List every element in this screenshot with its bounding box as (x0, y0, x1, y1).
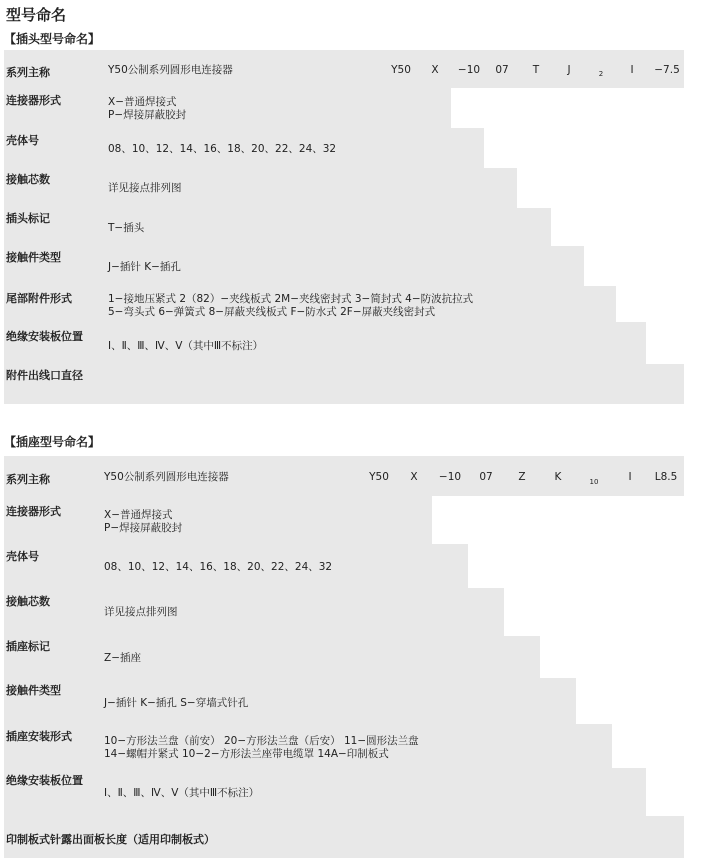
plug-label-accessory: 尾部附件形式 (6, 292, 72, 305)
socket-code-contacts: 07 (479, 471, 493, 483)
plug-code-mark: T (532, 64, 540, 76)
plug-text-form-1: X−普通焊接式 (108, 96, 177, 108)
socket-row-bar (4, 768, 646, 816)
plug-code-diameter: −7.5 (654, 64, 680, 76)
plug-row-bar (4, 208, 551, 246)
socket-text-series: Y50公制系列圆形电连接器 (104, 471, 229, 483)
socket-code-shell: −10 (438, 471, 462, 483)
plug-text-mark: T−插头 (108, 222, 145, 234)
socket-row-bar (4, 588, 504, 636)
socket-code-form: X (410, 471, 418, 483)
socket-label-series: 系列主称 (6, 473, 50, 486)
socket-text-form-2: P−焊接屏蔽胶封 (104, 522, 183, 534)
socket-code-series: Y50 (369, 471, 389, 483)
plug-label-contact-type: 接触件类型 (6, 251, 61, 264)
plug-text-form-2: P−焊接屏蔽胶封 (108, 109, 187, 121)
plug-code-series: Y50 (391, 64, 411, 76)
plug-label-mark: 插头标记 (6, 212, 50, 225)
socket-text-position: Ⅰ、Ⅱ、Ⅲ、Ⅳ、Ⅴ（其中Ⅲ不标注） (104, 787, 260, 799)
socket-label-form: 连接器形式 (6, 505, 61, 518)
socket-row-bar (4, 678, 576, 724)
socket-label-contacts: 接触芯数 (6, 595, 50, 608)
plug-label-position: 绝缘安装板位置 (6, 330, 83, 343)
plug-code-position: I (630, 64, 634, 76)
plug-text-contact-type: J−插针 K−插孔 (108, 261, 181, 273)
socket-label-mark: 插座标记 (6, 640, 50, 653)
plug-row-bar (4, 322, 646, 364)
socket-label-contact-type: 接触件类型 (6, 684, 61, 697)
plug-heading: 【插头型号命名】 (4, 32, 101, 46)
socket-text-shell: 08、10、12、14、16、18、20、22、24、32 (104, 561, 333, 573)
plug-text-series: Y50公制系列圆形电连接器 (108, 64, 233, 76)
plug-label-shell: 壳体号 (6, 134, 39, 147)
plug-row-bar (4, 88, 451, 128)
socket-text-mount-2: 14−螺帽并紧式 10−2−方形法兰座带电缆罩 14A−印制板式 (104, 748, 389, 760)
plug-label-diameter: 附件出线口直径 (6, 369, 83, 382)
socket-label-position: 绝缘安装板位置 (6, 774, 83, 787)
plug-code-shell: −10 (457, 64, 481, 76)
socket-code-mark: Z (518, 471, 526, 483)
socket-label-shell: 壳体号 (6, 550, 39, 563)
socket-text-contacts: 详见接点排列图 (104, 606, 178, 618)
plug-text-accessory-1: 1−接地压紧式 2（82）−夹线板式 2M−夹线密封式 3−简封式 4−防波抗拉式 (108, 293, 474, 305)
plug-code-contact-type: J (567, 64, 571, 76)
plug-text-position: Ⅰ、Ⅱ、Ⅲ、Ⅳ、Ⅴ（其中Ⅲ不标注） (108, 340, 264, 352)
socket-code-contact-type: K (554, 471, 562, 483)
plug-row-bar (4, 168, 517, 208)
socket-text-mount-1: 10−方形法兰盘（前安） 20−方形法兰盘（后安） 11−圆形法兰盘 (104, 735, 419, 747)
plug-code-contacts: 07 (495, 64, 509, 76)
plug-label-series: 系列主称 (6, 66, 50, 79)
plug-code-accessory: 2 (598, 70, 604, 78)
plug-text-accessory-2: 5−弯头式 6−弹簧式 8−屏蔽夹线板式 F−防水式 2F−屏蔽夹线密封式 (108, 306, 436, 318)
plug-text-shell: 08、10、12、14、16、18、20、22、24、32 (108, 143, 337, 155)
socket-text-contact-type: J−插针 K−插孔 S−穿墙式针孔 (104, 697, 249, 709)
plug-row-bar (4, 364, 684, 404)
page-title: 型号命名 (6, 6, 67, 24)
socket-label-length: 印制板式针露出面板长度（适用印制板式） (6, 833, 215, 846)
socket-heading: 【插座型号命名】 (4, 435, 101, 449)
plug-code-form: X (431, 64, 439, 76)
plug-label-form: 连接器形式 (6, 94, 61, 107)
socket-code-mount: 10 (589, 478, 599, 486)
socket-text-form-1: X−普通焊接式 (104, 509, 173, 521)
plug-label-contacts: 接触芯数 (6, 173, 50, 186)
socket-code-position: I (628, 471, 632, 483)
socket-label-mount: 插座安装形式 (6, 730, 72, 743)
plug-row-bar (4, 246, 584, 286)
socket-row-bar (4, 496, 432, 544)
plug-text-contacts: 详见接点排列图 (108, 182, 182, 194)
socket-text-mark: Z−插座 (104, 652, 141, 664)
socket-code-length: L8.5 (654, 471, 678, 483)
socket-row-bar (4, 636, 540, 678)
